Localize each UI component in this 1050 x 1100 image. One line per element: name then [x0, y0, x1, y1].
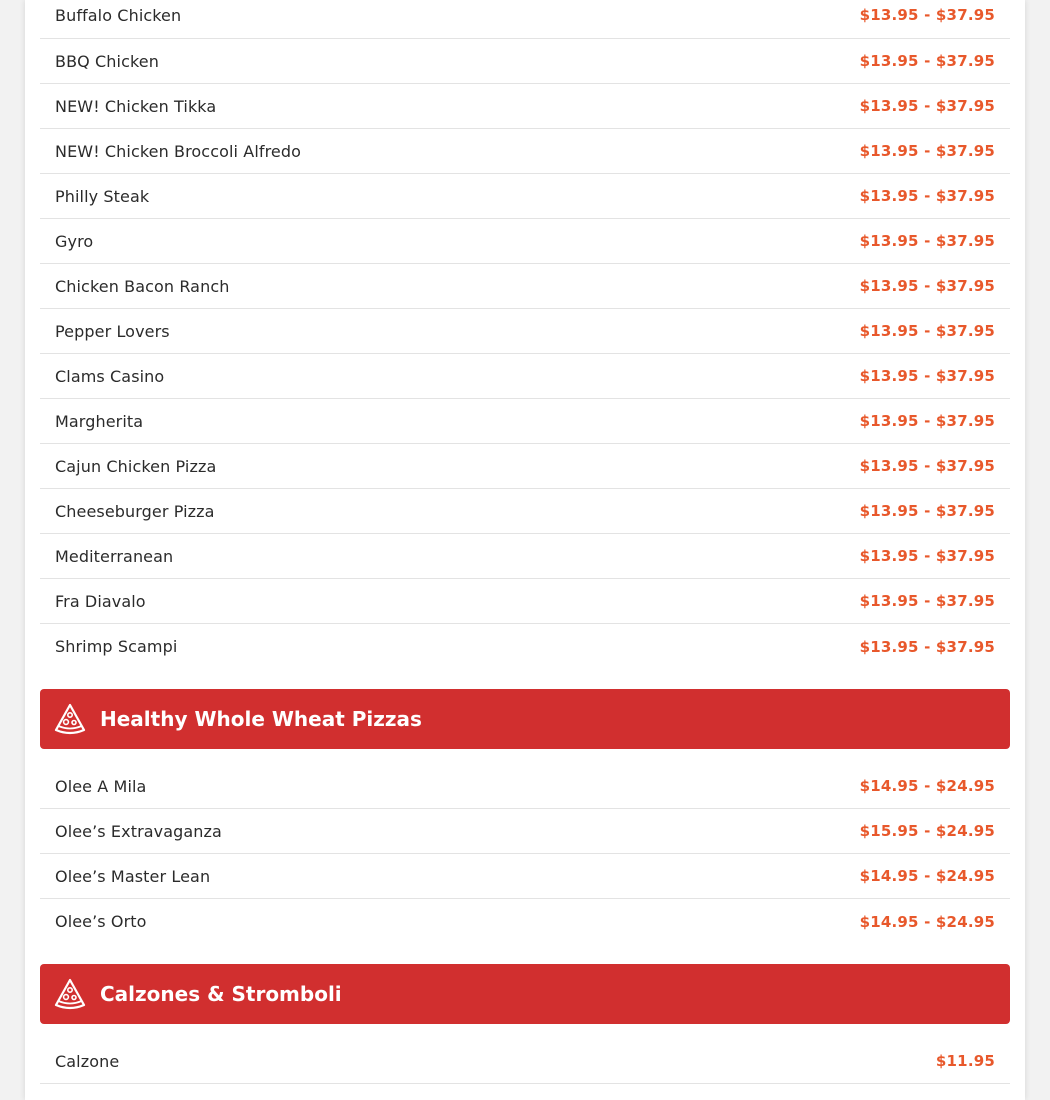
calzones-list — [40, 1039, 1010, 1084]
section-title: Healthy Whole Wheat Pizzas — [100, 707, 422, 731]
section-title: Calzones & Stromboli — [100, 982, 342, 1006]
menu-item[interactable] — [40, 174, 1010, 219]
menu-item[interactable] — [40, 39, 1010, 84]
menu-page — [25, 0, 1025, 1100]
menu-item-price: $13.95 - $37.95 — [859, 277, 995, 295]
menu-item-name: Fra Diavalo — [55, 591, 146, 611]
menu-item[interactable] — [40, 399, 1010, 444]
menu-item-price: $13.95 - $37.95 — [859, 52, 995, 70]
menu-item-name: BBQ Chicken — [55, 51, 159, 71]
menu-item-price: $13.95 - $37.95 — [859, 322, 995, 340]
menu-item-name: NEW! Chicken Tikka — [55, 96, 217, 116]
whole-wheat-list — [40, 764, 1010, 944]
menu-item[interactable] — [40, 624, 1010, 669]
spacer — [40, 669, 1010, 689]
menu-item-name: Calzone — [55, 1051, 120, 1071]
menu-item[interactable] — [40, 489, 1010, 534]
menu-item-price: $13.95 - $37.95 — [859, 592, 995, 610]
menu-item-price: $13.95 - $37.95 — [859, 457, 995, 475]
menu-item-price: $13.95 - $37.95 — [859, 502, 995, 520]
menu-item-price: $13.95 - $37.95 — [859, 6, 995, 24]
pizza-slice-icon — [54, 702, 86, 736]
menu-item-name: Gyro — [55, 231, 94, 251]
menu-item-name: Olee’s Master Lean — [55, 866, 211, 886]
menu-item-price: $13.95 - $37.95 — [859, 367, 995, 385]
spacer — [40, 1024, 1010, 1039]
menu-item-name: Margherita — [55, 411, 144, 431]
spacer — [40, 749, 1010, 764]
menu-item-price: $14.95 - $24.95 — [859, 912, 995, 931]
menu-item-price: $13.95 - $37.95 — [859, 232, 995, 250]
pizza-slice-icon — [54, 977, 86, 1011]
menu-item[interactable] — [40, 354, 1010, 399]
menu-item-name: Mediterranean — [55, 546, 174, 566]
menu-item[interactable] — [40, 809, 1010, 854]
menu-item[interactable] — [40, 1039, 1010, 1084]
menu-item[interactable] — [40, 579, 1010, 624]
menu-item-price: $13.95 - $37.95 — [859, 412, 995, 430]
menu-item-name: Olee’s Orto — [55, 912, 147, 931]
menu-item-price: $13.95 - $37.95 — [859, 97, 995, 115]
menu-item-price: $14.95 - $24.95 — [859, 867, 995, 885]
menu-item[interactable] — [40, 764, 1010, 809]
menu-item-name: Pepper Lovers — [55, 321, 170, 341]
menu-item-name: NEW! Chicken Broccoli Alfredo — [55, 141, 302, 161]
menu-item-price: $13.95 - $37.95 — [859, 547, 995, 565]
menu-item-price: $11.95 — [935, 1052, 995, 1070]
section-header-whole-wheat — [40, 689, 1010, 749]
menu-item-name: Olee’s Extravaganza — [55, 821, 222, 841]
menu-item[interactable] — [40, 899, 1010, 944]
menu-item-name: Clams Casino — [55, 366, 165, 386]
menu-item-name: Philly Steak — [55, 186, 150, 206]
menu-item[interactable] — [40, 444, 1010, 489]
menu-item-name: Chicken Bacon Ranch — [55, 276, 230, 296]
menu-item-name: Cajun Chicken Pizza — [55, 456, 217, 476]
specialty-pizza-list — [40, 0, 1010, 669]
menu-item-name: Shrimp Scampi — [55, 637, 178, 656]
menu-item[interactable] — [40, 84, 1010, 129]
menu-item-price: $13.95 - $37.95 — [859, 187, 995, 205]
spacer — [40, 944, 1010, 964]
menu-item[interactable] — [40, 0, 1010, 39]
menu-item-name: Cheeseburger Pizza — [55, 501, 215, 521]
menu-item[interactable] — [40, 264, 1010, 309]
section-header-calzones — [40, 964, 1010, 1024]
menu-item[interactable] — [40, 854, 1010, 899]
menu-item[interactable] — [40, 309, 1010, 354]
menu-item-name: Olee A Mila — [55, 776, 147, 796]
menu-item-price: $13.95 - $37.95 — [859, 142, 995, 160]
menu-item-price: $13.95 - $37.95 — [859, 637, 995, 656]
menu-content — [40, 0, 1010, 1084]
menu-item[interactable] — [40, 534, 1010, 579]
menu-item[interactable] — [40, 129, 1010, 174]
menu-item-price: $14.95 - $24.95 — [859, 777, 995, 795]
menu-item-price: $15.95 - $24.95 — [859, 822, 995, 840]
menu-item-name: Buffalo Chicken — [55, 6, 182, 25]
menu-item[interactable] — [40, 219, 1010, 264]
